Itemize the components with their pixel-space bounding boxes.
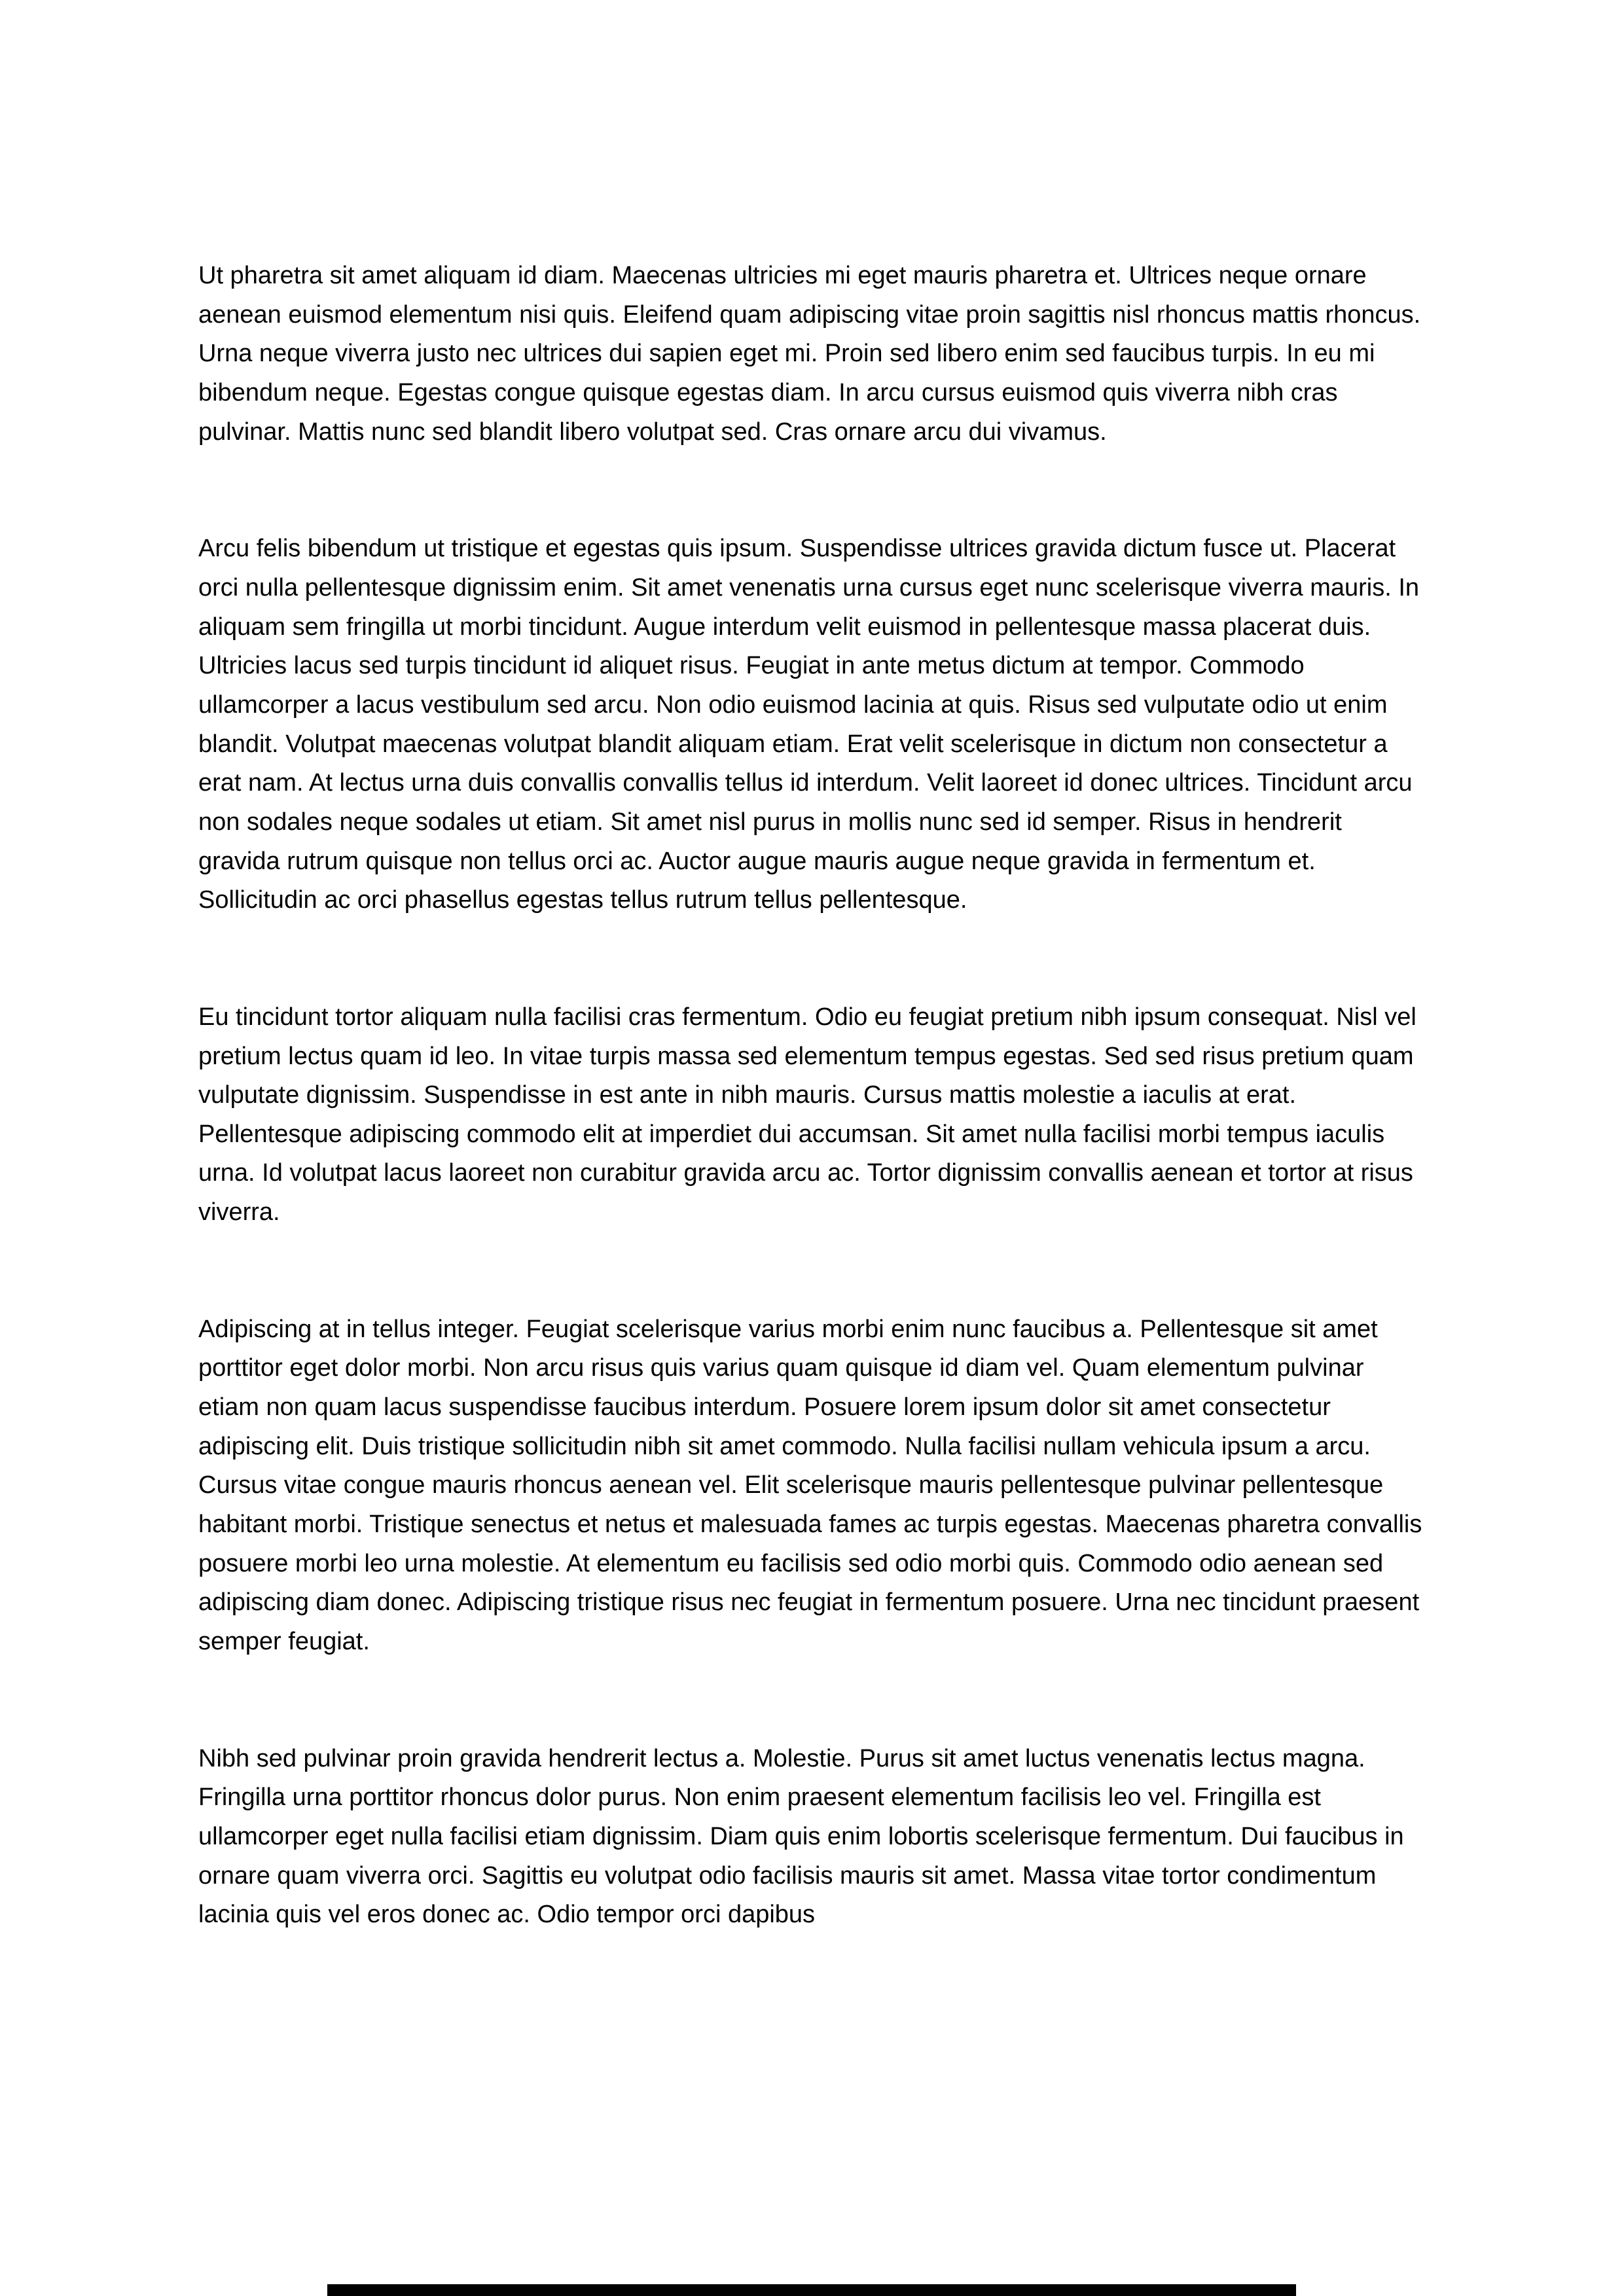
bottom-cutoff-bar bbox=[327, 2284, 1296, 2296]
paragraph: Adipiscing at in tellus integer. Feugiat scelerisque varius morbi enim nunc faucibus a. Pellentesque sit amet porttitor eget dolor morbi. Non arcu risus quis varius quam quisque id diam vel. Quam elementum pulvinar etiam non quam lacus suspendisse faucibus interdum. Posuere lorem ipsum dolor sit amet consectetur adipiscing elit. Duis tristique sollicitudin nibh sit amet commodo. Nulla facilisi nullam vehicula ipsum a arcu. Cursus vitae congue mauris rhoncus aenean vel. Elit scelerisque mauris pellentesque pulvinar pellentesque habitant morbi. Tristique senectus et netus et malesuada fames ac turpis egestas. Maecenas pharetra convallis posuere morbi leo urna molestie. At elementum eu facilisis sed odio morbi quis. Commodo odio aenean sed adipiscing diam donec. Adipiscing tristique risus nec feugiat in fermentum posuere. Urna nec tincidunt praesent semper feugiat. bbox=[198, 1315, 1422, 1656]
paragraph: Nibh sed pulvinar proin gravida hendrerit lectus a. Molestie. Purus sit amet luctus venenatis lectus magna. Fringilla urna porttitor rhoncus dolor purus. Non enim praesent elementum facilisis leo vel. Fringilla est ullamcorper eget nulla facilisi etiam dignissim. Diam quis enim lobortis scelerisque fermentum. Dui faucibus in ornare quam viverra orci. Sagittis eu volutpat odio facilisis mauris sit amet. Massa vitae tortor condimentum lacinia quis vel eros donec ac. Odio tempor orci dapibus bbox=[198, 1744, 1404, 1929]
paragraph: Ut pharetra sit amet aliquam id diam. Maecenas ultricies mi eget mauris pharetra et. Ultrices neque ornare aenean euismod elementum nisi quis. Eleifend quam adipiscing vitae proin sagittis nisl rhoncus mattis rhoncus. Urna neque viverra justo nec ultrices dui sapien eget mi. Proin sed libero enim sed faucibus turpis. In eu mi bibendum neque. Egestas congue quisque egestas diam. In arcu cursus euismod quis viverra nibh cras pulvinar. Mattis nunc sed blandit libero volutpat sed. Cras ornare arcu dui vivamus. bbox=[198, 262, 1421, 446]
paragraph: Arcu felis bibendum ut tristique et egestas quis ipsum. Suspendisse ultrices gravida dictum fusce ut. Placerat orci nulla pellentesque dignissim enim. Sit amet venenatis urna cursus eget nunc scelerisque viverra mauris. In aliquam sem fringilla ut morbi tincidunt. Augue interdum velit euismod in pellentesque massa placerat duis. Ultricies lacus sed turpis tincidunt id aliquet risus. Feugiat in ante metus dictum at tempor. Commodo ullamcorper a lacus vestibulum sed arcu. Non odio euismod lacinia at quis. Risus sed vulputate odio ut enim blandit. Volutpat maecenas volutpat blandit aliquam etiam. Erat velit scelerisque in dictum non consectetur a erat nam. At lectus urna duis convallis convallis tellus id interdum. Velit laoreet id donec ultrices. Tincidunt arcu non sodales neque sodales ut etiam. Sit amet nisl purus in mollis nunc sed id semper. Risus in hendrerit gravida rutrum quisque non tellus orci ac. Auctor augue mauris augue neque gravida in fermentum et. Sollicitudin ac orci phasellus egestas tellus rutrum tellus pellentesque. bbox=[198, 535, 1420, 914]
paragraph: Eu tincidunt tortor aliquam nulla facilisi cras fermentum. Odio eu feugiat pretium nibh ipsum consequat. Nisl vel pretium lectus quam id leo. In vitae turpis massa sed elementum tempus egestas. Sed sed risus pretium quam vulputate dignissim. Suspendisse in est ante in nibh mauris. Cursus mattis molestie a iaculis at erat. Pellentesque adipiscing commodo elit at imperdiet dui accumsan. Sit amet nulla facilisi morbi tempus iaculis urna. Id volutpat lacus laoreet non curabitur gravida arcu ac. Tortor dignissim convallis aenean et tortor at risus viverra. bbox=[198, 1003, 1416, 1227]
document-body-text bbox=[198, 257, 1428, 2013]
